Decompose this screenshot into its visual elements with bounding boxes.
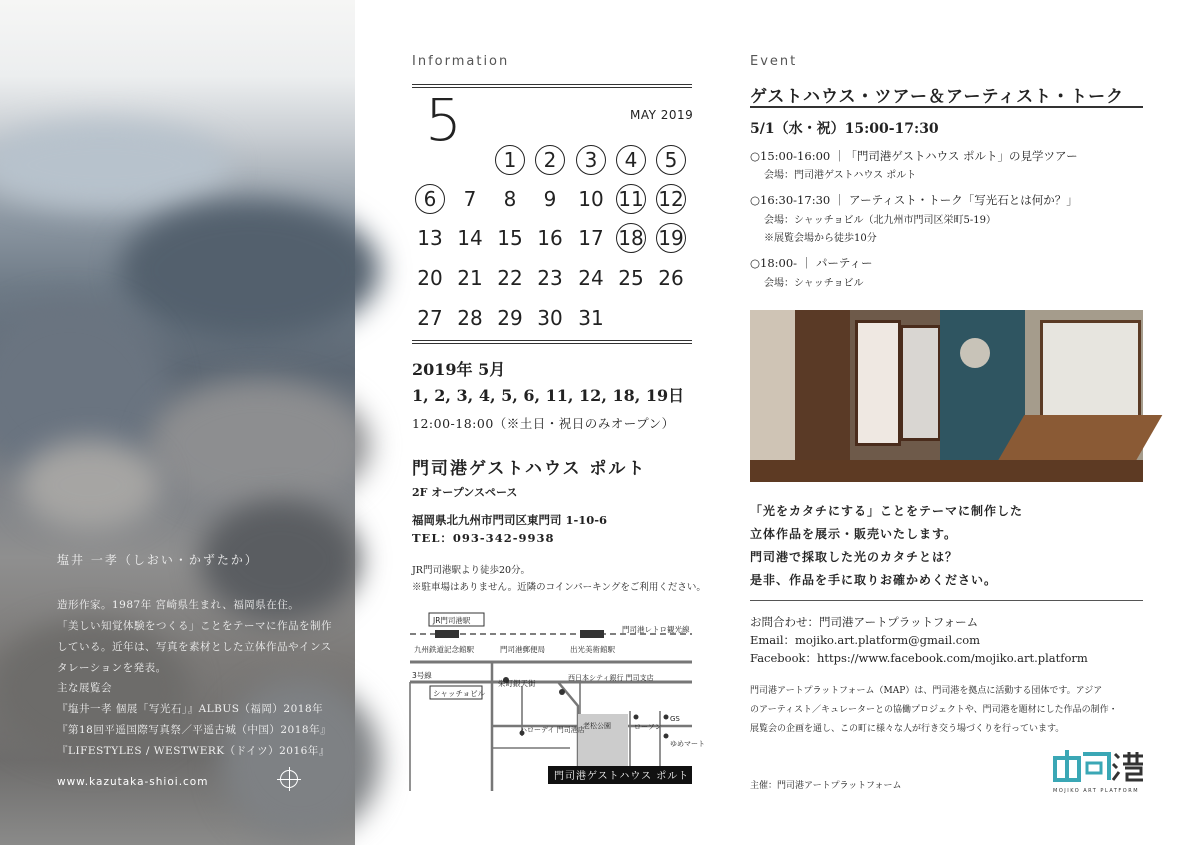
event-item-1: ○15:00-16:00 ｜「門司港ゲストハウス ポルト」の見学ツアー (750, 149, 1078, 163)
map-bank: 西日本シティ銀行 門司支店 (568, 674, 654, 682)
event-item-2-note: ※展覧会場から徒歩10分 (764, 233, 877, 244)
calendar-day: 14 (457, 226, 483, 250)
calendar-day: 27 (417, 306, 443, 330)
artist-bio-line: している。近年は、写真を素材とした立体作品やインス (57, 641, 332, 653)
calendar-day-open: 2 (535, 145, 565, 175)
divider (750, 106, 1143, 108)
org-desc-line: のアーティスト／キュレーターとの協働プロジェクトや、門司港を題材にした作品の制作・ (750, 705, 1118, 715)
calendar-day: 22 (497, 266, 523, 290)
parking-note: ※駐車場はありません。近隣のコインパーキングをご利用ください。 (412, 582, 706, 593)
calendar-day-open: 11 (616, 184, 646, 214)
venue-floor: 2F オープンスペース (412, 486, 518, 499)
exhibition-item: 『塩井一孝 個展「写光石」』ALBUS（福岡）2018年 (57, 703, 324, 715)
map-railway-museum: 九州鉄道記念館駅 (414, 645, 474, 654)
calendar-day: 25 (618, 266, 644, 290)
calendar-day: 24 (578, 266, 604, 290)
exhibition-item: 『第18回平遥国際写真祭／平遥古城（中国）2018年』 (57, 724, 332, 736)
exhibitions (57, 678, 331, 762)
calendar-day: 16 (537, 226, 563, 250)
map-park: 老松公園 (583, 722, 611, 730)
map-route3: 3号線 (412, 671, 432, 680)
calendar-day: 28 (457, 306, 483, 330)
artist-website-link[interactable]: www.kazutaka-shioi.com (57, 776, 209, 788)
divider (412, 340, 692, 344)
map-retro-line: 門司港レトロ観光線 (622, 625, 690, 634)
calendar-day: 31 (578, 306, 604, 330)
crosshair-icon (280, 770, 298, 788)
calendar-day: 13 (417, 226, 443, 250)
map-guesthouse-label: 門司港ゲストハウス ポルト (554, 771, 690, 782)
calendar-day-open: 12 (656, 184, 686, 214)
artist-bio-line: タレーションを発表。 (57, 662, 167, 674)
event-item-3-venue: 会場：シャッチョビル (764, 278, 864, 289)
calendar-day-open: 4 (616, 145, 646, 175)
calendar-day: 26 (658, 266, 684, 290)
venue-address: 福岡県北九州市門司区東門司 1-10-6 (412, 513, 608, 527)
calendar-day: 23 (537, 266, 563, 290)
venue-name: 門司港ゲストハウス ポルト (412, 459, 647, 479)
divider (750, 600, 1143, 601)
logo-subtitle: MOJIKO ART PLATFORM (1053, 788, 1140, 794)
open-hours: 12:00-18:00（※土日・祝日のみオープン） (412, 416, 675, 431)
exhibitions-title: 主な展覧会 (57, 682, 112, 694)
calendar-day: 10 (578, 187, 604, 211)
artist-bio-line: 造形作家。1987年 宮崎県生まれ、福岡県在住。 (57, 599, 300, 611)
event-item-1-venue: 会場：門司港ゲストハウス ポルト (764, 170, 917, 181)
calendar-day: 30 (537, 306, 563, 330)
map-hellowday: ハローデイ 門司港店 (520, 726, 585, 734)
year-month: 2019年 5月 (412, 360, 506, 379)
blurred-city-photo (0, 0, 355, 845)
contact-label: お問合わせ：門司港アートプラットフォーム (750, 615, 979, 629)
description-line: 是非、作品を手に取りお確かめください。 (750, 573, 998, 587)
access-map (410, 606, 705, 791)
description-line: 「光をカタチにする」ことをテーマに制作した (750, 504, 1024, 518)
event-description (750, 500, 1023, 592)
month-label: MAY 2019 (630, 108, 694, 122)
event-heading: Event (750, 54, 798, 69)
event-item-2: ○16:30-17:30 ｜ アーティスト・トーク「写光石とは何か？」 (750, 193, 1078, 207)
map-logo (1053, 750, 1145, 794)
organization-description (750, 682, 1118, 739)
open-dates: 1, 2, 3, 4, 5, 6, 11, 12, 18, 19日 (412, 386, 685, 405)
venue-tel: TEL：093-342-9938 (412, 531, 555, 545)
calendar-day-open: 1 (495, 145, 525, 175)
calendar-day: 8 (503, 187, 517, 211)
artist-bio-line: 「美しい知覚体験をつくる」ことをテーマに作品を制作 (57, 620, 332, 632)
calendar-day-open: 3 (576, 145, 606, 175)
map-gs: GS (670, 715, 680, 723)
access-note: JR門司港駅より徒歩20分。 (412, 565, 531, 576)
description-line: 門司港で採取した光のカタチとは？ (750, 550, 959, 564)
calendar-day: 7 (463, 187, 477, 211)
map-jr-station: JR門司港駅 (433, 616, 471, 625)
exhibition-item: 『LIFESTYLES / WESTWERK（ドイツ）2016年』 (57, 745, 330, 757)
event-item-2-venue: 会場：シャッチョビル（北九州市門司区栄町5-19） (764, 215, 996, 226)
calendar-day: 29 (497, 306, 523, 330)
event-date: 5/1（水・祝）15:00-17:30 (750, 121, 939, 137)
calendar-day: 15 (497, 226, 523, 250)
month-number: 5 (425, 86, 462, 154)
map-yume: ゆめマート (670, 740, 705, 748)
artist-name: 塩井 一孝（しおい・かずたか） (57, 553, 259, 567)
org-desc-line: 門司港アートプラットフォーム（MAP）は、門司港を拠点に活動する団体です。アジア (750, 686, 1103, 696)
map-lawson: ローソン (634, 723, 662, 731)
calendar-day: 21 (457, 266, 483, 290)
calendar-day-open: 5 (656, 145, 686, 175)
org-desc-line: 展覧会の企画を通し、この町に様々な人が行き交う場づくりを行っています。 (750, 724, 1065, 734)
map-shacho: シャッチョビル (433, 689, 486, 698)
calendar-day-open: 18 (616, 223, 646, 253)
calendar-day: 17 (578, 226, 604, 250)
map-idemitsu: 出光美術館駅 (570, 645, 615, 654)
mojiko-logo-icon (1053, 750, 1145, 782)
map-ginten: 栄町銀天街 (498, 679, 536, 688)
organizer: 主催：門司港アートプラットフォーム (750, 781, 902, 791)
calendar-day-open: 19 (656, 223, 686, 253)
description-line: 立体作品を展示・販売いたします。 (750, 527, 958, 541)
information-heading: Information (412, 54, 510, 69)
contact-email[interactable]: Email：mojiko.art.platform@gmail.com (750, 633, 981, 647)
contact-facebook[interactable]: Facebook：https://www.facebook.com/mojiko.art.platform (750, 651, 1088, 665)
artist-bio (57, 595, 332, 679)
event-item-3: ○18:00- ｜ パーティー (750, 256, 873, 270)
calendar-day-open: 6 (415, 184, 445, 214)
guesthouse-photo (750, 310, 1143, 482)
calendar-day: 9 (543, 187, 557, 211)
map-post-office: 門司港郵便局 (500, 645, 545, 654)
calendar-day: 20 (417, 266, 443, 290)
event-title: ゲストハウス・ツアー＆アーティスト・トーク (750, 87, 1125, 107)
